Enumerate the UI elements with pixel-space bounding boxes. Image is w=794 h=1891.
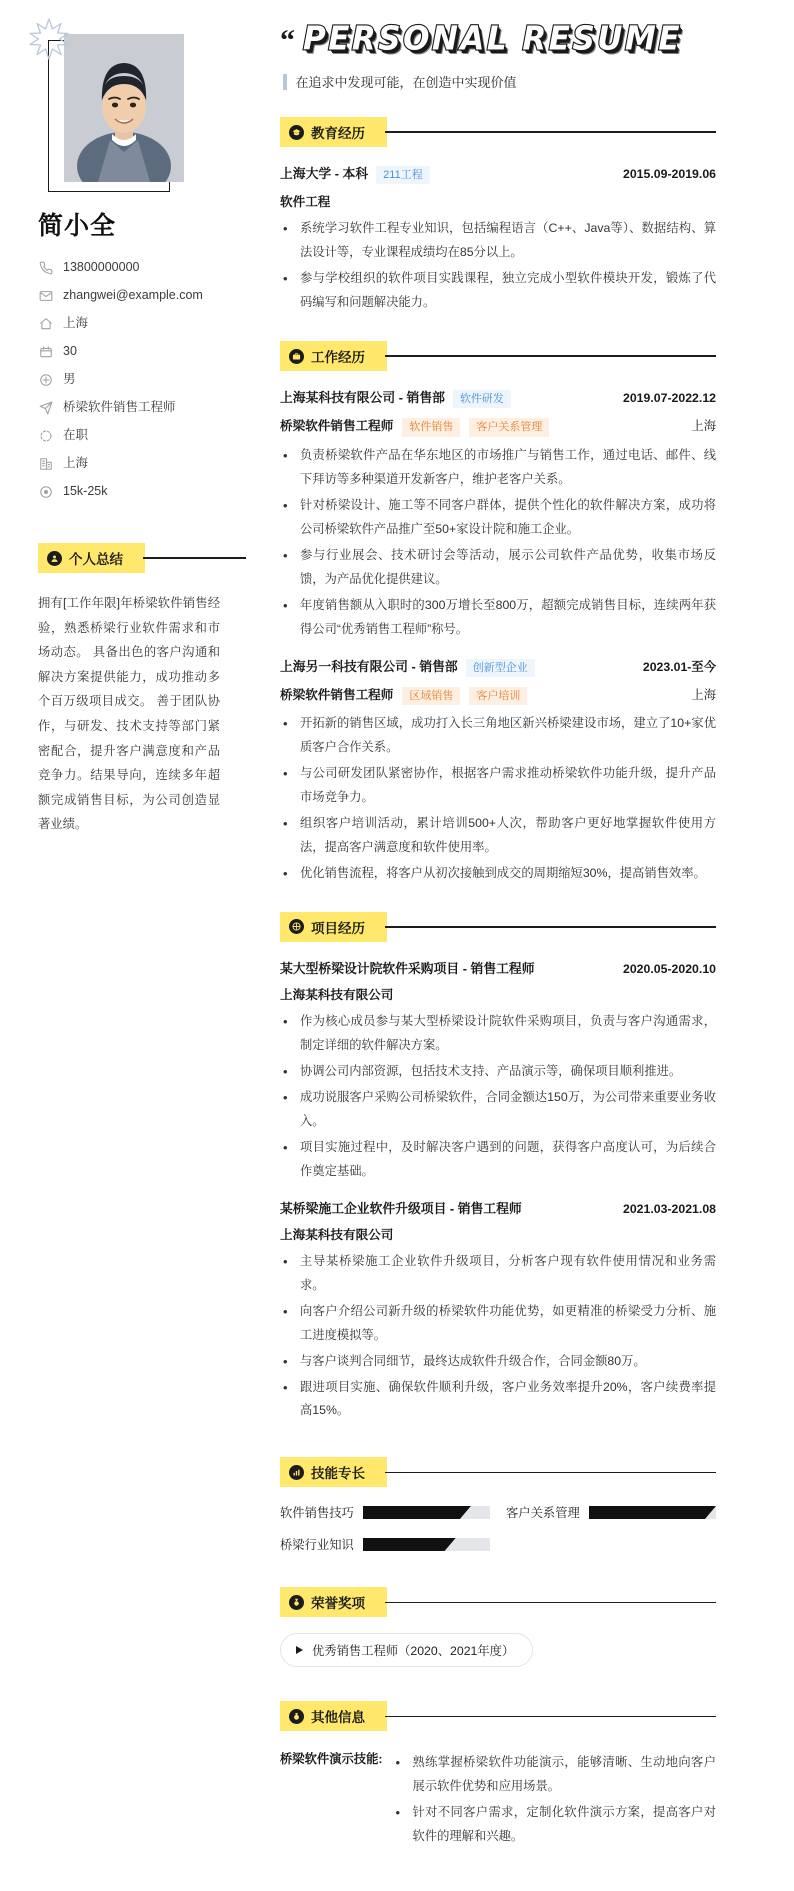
bullet-item: • 组织客户培训活动，累计培训500+人次，帮助客户更好地掌握软件使用方法，提高客户满意度和软件使用率。 [280, 812, 716, 860]
bullet-item: • 作为核心成员参与某大型桥梁设计院软件采购项目，负责与客户沟通需求，制定详细的软件解决方案。 [280, 1010, 716, 1058]
entry-left [280, 1198, 522, 1217]
header-rule [143, 557, 246, 558]
awards-badge [280, 1587, 387, 1617]
skill-item-placeholder [506, 1535, 716, 1553]
education-heading: 教育经历 [311, 126, 365, 141]
entry-left [280, 387, 511, 408]
entry-top [280, 387, 716, 408]
entry-sub-tag: 软件销售 [402, 418, 460, 436]
info-value-age: 30 [63, 344, 77, 358]
entry-top [280, 163, 716, 184]
cap-icon [289, 125, 304, 140]
skills-badge [280, 1457, 387, 1487]
skill-item [280, 1535, 490, 1553]
contact-info-list [38, 260, 246, 499]
other-badge [280, 1701, 387, 1731]
info-row-salary [38, 484, 246, 499]
info-value-gender: 男 [63, 372, 76, 386]
info-row-position [38, 400, 246, 415]
chart-icon [289, 1465, 304, 1480]
grid-icon [289, 919, 304, 934]
skill-fill [363, 1538, 456, 1551]
person-icon [47, 551, 62, 566]
info-row-city [38, 316, 246, 331]
entry-location: 上海 [691, 419, 716, 434]
briefcase-icon [289, 349, 304, 364]
skill-track [589, 1506, 716, 1519]
entry-subtitle: 桥梁软件销售工程师 [280, 419, 394, 434]
awards-list [280, 1633, 716, 1667]
header-rule [385, 926, 716, 927]
entry-sub-left [280, 415, 549, 436]
work-badge [280, 341, 387, 371]
entry-sub-left [280, 1224, 393, 1243]
entry-left [280, 656, 535, 677]
work-entry [280, 387, 716, 641]
entry-bullets [280, 1250, 716, 1424]
entry-date: 2021.03-2021.08 [623, 1201, 716, 1216]
main-content [272, 0, 794, 1891]
skill-name: 桥梁行业知识 [280, 1538, 354, 1553]
project-entry [280, 1198, 716, 1424]
envelope-icon [38, 288, 53, 303]
info-value-salary: 15k-25k [63, 484, 108, 498]
header-rule [385, 1602, 716, 1603]
entry-date: 2023.01-至今 [642, 659, 716, 674]
page-subtitle: 在追求中发现可能，在创造中实现价值 [295, 75, 517, 90]
page-title: PERSONAL RESUME [303, 20, 682, 58]
entry-left [280, 163, 430, 184]
bullet-item: • 熟练掌握桥梁软件功能演示，能够清晰、生动地向客户展示软件优势和应用场景。 [392, 1751, 716, 1799]
entry-tag: 创新型企业 [466, 659, 535, 677]
skill-track [363, 1506, 490, 1519]
sidebar [0, 0, 272, 877]
info-value-position: 桥梁软件销售工程师 [63, 400, 176, 414]
bullet-item: • 向客户介绍公司新升级的桥梁软件功能优势，如更精准的桥梁受力分析、施工进度模拟等。 [280, 1300, 716, 1348]
salary-icon [38, 484, 53, 499]
entry-sub-left [280, 191, 330, 210]
section-header-other [280, 1701, 716, 1731]
entry-date: 2019.07-2022.12 [623, 391, 716, 406]
bullet-item: • 协调公司内部资源，包括技术支持、产品演示等，确保项目顺利推进。 [280, 1060, 716, 1084]
skill-name: 软件销售技巧 [280, 1506, 354, 1521]
header-rule [385, 1716, 716, 1717]
section-header-summary [38, 543, 246, 573]
entry-subtitle: 上海某科技有限公司 [280, 987, 394, 1002]
bullet-item: • 系统学习软件工程专业知识，包括编程语言（C++、Java等）、数据结构、算法设计等，专业课程成绩均在85分以上。 [280, 217, 716, 265]
awards-heading: 荣誉奖项 [311, 1596, 365, 1612]
info-value-workplace: 上海 [63, 456, 89, 470]
entry-bullets [280, 217, 716, 315]
bullet-item: • 与公司研发团队紧密协作，根据客户需求推动桥梁软件功能升级，提升产品市场竞争力。 [280, 762, 716, 810]
bullet-item: • 成功说服客户采购公司桥梁软件，合同金额达150万，为公司带来重要业务收入。 [280, 1086, 716, 1134]
info-row-gender [38, 372, 246, 387]
entry-sub-tag: 客户关系管理 [469, 418, 549, 436]
calendar-icon [38, 344, 53, 359]
avatar [64, 34, 184, 182]
section-header-skills [280, 1457, 716, 1487]
entry-sub-row [280, 984, 716, 1003]
info-row-workplace [38, 456, 246, 471]
skill-item [280, 1503, 490, 1521]
entry-sub-tag: 区域销售 [402, 687, 460, 705]
phone-icon [38, 260, 53, 275]
education-entry [280, 163, 716, 315]
info-row-phone [38, 260, 246, 275]
skill-name: 客户关系管理 [506, 1506, 580, 1521]
entry-title: 上海某科技有限公司 - 销售部 [280, 390, 445, 406]
other-bullets [392, 1751, 716, 1849]
header-rule [385, 1472, 716, 1473]
info-value-city: 上海 [63, 316, 89, 330]
entry-sub-row [280, 415, 716, 436]
info-row-age [38, 344, 246, 359]
summary-heading: 个人总结 [69, 552, 123, 567]
skills-grid [280, 1503, 716, 1553]
bullet-item: • 优化销售流程，将客户从初次接触到成交的周期缩短30%，提高销售效率。 [280, 862, 716, 886]
entry-date: 2015.09-2019.06 [623, 167, 716, 181]
section-header-projects [280, 912, 716, 942]
entry-bullets [280, 444, 716, 642]
other-info-label: 桥梁软件演示技能: [280, 1752, 383, 1767]
gender-icon [38, 372, 53, 387]
skill-track [363, 1538, 490, 1551]
info-value-email: zhangwei@example.com [63, 288, 203, 302]
bullet-item: • 针对不同客户需求，定制化软件演示方案，提高客户对软件的理解和兴趣。 [392, 1801, 716, 1849]
entry-top [280, 656, 716, 677]
entry-bullets [280, 712, 716, 886]
section-header-awards [280, 1587, 716, 1617]
home-icon [38, 316, 53, 331]
entry-subtitle: 上海某科技有限公司 [280, 1227, 394, 1242]
skill-fill [589, 1506, 716, 1519]
entry-sub-left [280, 684, 527, 705]
entry-date: 2020.05-2020.10 [623, 961, 716, 976]
education-badge [280, 117, 387, 147]
other-info-row [280, 1747, 716, 1851]
sparkle-icon [26, 16, 72, 62]
bullet-item: • 与客户谈判合同细节，最终达成软件升级合作，合同金额80万。 [280, 1350, 716, 1374]
award-label: 优秀销售工程师（2020、2021年度） [312, 1644, 515, 1659]
header-rule [385, 131, 716, 132]
document-title-row [280, 22, 716, 58]
projects-heading: 项目经历 [311, 920, 365, 936]
section-header-work [280, 341, 716, 371]
subtitle-row [283, 72, 716, 91]
other-heading: 其他信息 [311, 1710, 365, 1726]
header-rule [385, 355, 716, 356]
bullet-item: • 主导某桥梁施工企业软件升级项目，分析客户现有软件使用情况和业务需求。 [280, 1250, 716, 1298]
skill-item [506, 1503, 716, 1521]
bullet-item: • 开拓新的销售区域，成功打入长三角地区新兴桥梁建设市场，建立了10+家优质客户合作关系。 [280, 712, 716, 760]
other-info-body [392, 1747, 716, 1851]
play-triangle-icon [296, 1646, 303, 1654]
award-item[interactable] [280, 1633, 533, 1667]
entry-top [280, 958, 716, 977]
entry-title: 某大型桥梁设计院软件采购项目 - 销售工程师 [280, 960, 535, 976]
entry-location: 上海 [691, 687, 716, 702]
entry-sub-row [280, 684, 716, 705]
entry-left [280, 958, 535, 977]
person-name: 简小全 [38, 212, 117, 240]
entry-sub-row [280, 191, 716, 210]
projects-badge [280, 912, 387, 942]
project-entry [280, 958, 716, 1184]
entry-title: 上海大学 - 本科 [280, 166, 369, 181]
entry-sub-left [280, 984, 393, 1003]
entry-subtitle: 桥梁软件销售工程师 [280, 687, 394, 702]
summary-badge [38, 543, 145, 573]
info-row-status [38, 428, 246, 443]
work-heading: 工作经历 [311, 350, 365, 366]
section-header-education [280, 117, 716, 147]
medal-icon [289, 1595, 304, 1610]
skills-heading: 技能专长 [311, 1466, 365, 1482]
summary-text: 拥有[工作年限]年桥梁软件销售经验，熟悉桥梁行业软件需求和市场动态。 具备出色的客户沟通和解决方案提供能力，成功推动多个百万级项目成交。 善于团队协作，与研发、技术支持等部门紧密配合，提升客户满意度和产品竞争力。结果导向，连续多年超额完成销售目标，为公司创造显著业绩。 [38, 596, 220, 832]
entry-sub-row [280, 1224, 716, 1243]
bullet-item: • 年度销售额从入职时的300万增长至800万，超额完成销售目标，连续两年获得公司“优秀销售工程师”称号。 [280, 594, 716, 642]
info-row-email [38, 288, 246, 303]
subtitle-accent-bar [283, 74, 287, 90]
entry-sub-tag: 客户培训 [469, 687, 527, 705]
entry-title: 上海另一科技有限公司 - 销售部 [280, 658, 458, 674]
bullet-item: • 参与学校组织的软件项目实践课程，独立完成小型软件模块开发，锻炼了代码编写和问题解决能力。 [280, 267, 716, 315]
entry-tag: 211工程 [376, 166, 430, 184]
work-entry [280, 656, 716, 886]
entry-title: 某桥梁施工企业软件升级项目 - 销售工程师 [280, 1200, 522, 1216]
entry-tag: 软件研发 [453, 390, 511, 408]
entry-bullets [280, 1010, 716, 1184]
status-icon [38, 428, 53, 443]
skill-fill [363, 1506, 471, 1519]
entry-subtitle: 软件工程 [280, 195, 331, 210]
send-icon [38, 400, 53, 415]
info-value-status: 在职 [63, 428, 89, 442]
bullet-item: • 负责桥梁软件产品在华东地区的市场推广与销售工作，通过电话、邮件、线下拜访等多种渠道开发新客户，维护老客户关系。 [280, 444, 716, 492]
bullet-item: • 项目实施过程中，及时解决客户遇到的问题，获得客户高度认可，为后续合作奠定基础。 [280, 1136, 716, 1184]
info-value-phone: 13800000000 [63, 260, 140, 274]
entry-top [280, 1198, 716, 1217]
bullet-item: • 针对桥梁设计、施工等不同客户群体，提供个性化的软件解决方案，成功将公司桥梁软件产品推广至50+家设计院和施工企业。 [280, 494, 716, 542]
info-icon [289, 1709, 304, 1724]
quote-icon: “ [280, 24, 295, 57]
bullet-item: • 参与行业展会、技术研讨会等活动，展示公司软件产品优势，收集市场反馈，为产品优化提供建议。 [280, 544, 716, 592]
building-icon [38, 456, 53, 471]
bullet-item: • 跟进项目实施、确保软件顺利升级，客户业务效率提升20%，客户续费率提高15%。 [280, 1376, 716, 1424]
photo-block [38, 22, 218, 182]
